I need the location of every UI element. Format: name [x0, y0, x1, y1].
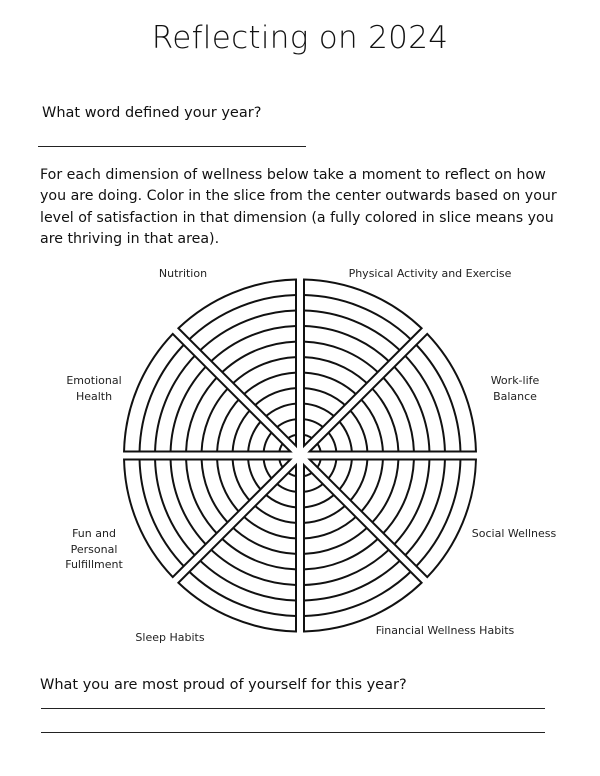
ring-arc [202, 357, 399, 554]
ring-arc [264, 419, 337, 492]
dimension-label-line: Health [75, 389, 113, 403]
ring-arc [264, 419, 337, 492]
ring-arc [248, 404, 352, 508]
ring-arc [248, 404, 352, 508]
dimension-label-nutrition [63, 266, 303, 282]
dimension-label-social-wellness [394, 526, 600, 542]
dimension-label-work-life-balance [395, 373, 600, 404]
ring-arc [279, 435, 321, 477]
ring-arc [217, 373, 383, 539]
ring-arc [233, 388, 368, 523]
ring-arc [217, 373, 383, 539]
ring-arc [233, 388, 368, 523]
dimension-label-sleep-habits [50, 630, 290, 646]
ring-arc [233, 388, 368, 523]
ring-arc [217, 373, 383, 539]
dimension-label-line: Fulfillment [65, 558, 123, 571]
ring-arc [217, 373, 383, 539]
proud-answer-line-1[interactable] [41, 708, 545, 709]
dimension-label-line: Emotional [66, 374, 122, 387]
ring-arc [186, 342, 414, 570]
ring-arc [279, 435, 321, 477]
ring-arc [186, 342, 414, 570]
ring-arc [186, 342, 414, 570]
dimension-label-fun-and-personal-fulfillment [0, 526, 214, 573]
ring-arc [202, 357, 399, 554]
ring-arc [248, 404, 352, 508]
ring-arc [233, 388, 368, 523]
ring-arc [279, 435, 321, 477]
proud-answer-line-2[interactable] [41, 732, 545, 733]
dimension-label-line: Sleep Habits [135, 631, 205, 644]
dimension-label-line: Personal [70, 542, 118, 556]
ring-arc [217, 373, 383, 539]
dimension-label-financial-wellness-habits [325, 623, 565, 639]
ring-arc [233, 388, 368, 523]
ring-arc [248, 404, 352, 508]
ring-arc [264, 419, 337, 492]
ring-arc [264, 419, 337, 492]
dimension-label-line: Work-life [490, 374, 540, 387]
ring-arc [248, 404, 352, 508]
dimension-label-emotional-health [0, 373, 214, 404]
ring-arc [248, 404, 352, 508]
dimension-label-line: Physical Activity and Exercise [348, 267, 512, 280]
ring-arc [279, 435, 321, 477]
ring-arc [186, 342, 414, 570]
ring-arc [186, 342, 414, 570]
ring-arc [233, 388, 368, 523]
ring-arc [264, 419, 337, 492]
ring-arc [186, 342, 414, 570]
ring-arc [279, 435, 321, 477]
ring-arc [186, 342, 414, 570]
ring-arc [233, 388, 368, 523]
ring-arc [202, 357, 399, 554]
ring-arc [279, 435, 321, 477]
ring-arc [264, 419, 337, 492]
dimension-label-line: Financial Wellness Habits [375, 624, 515, 637]
dimension-label-physical-activity-and-exercise [310, 266, 550, 282]
ring-arc [186, 342, 414, 570]
ring-arc [279, 435, 321, 477]
instructions-paragraph: For each dimension of wellness below take a moment to reflect on how you are doing. Color in the slice from the center outwards based on your level of satisfaction in that dimension (a fully colored in slice means you are thriving in that area). [40, 167, 557, 247]
question-proud-of: What you are most proud of yourself for this year? [40, 677, 407, 693]
ring-arc [217, 373, 383, 539]
ring-arc [217, 373, 383, 539]
page-title: Reflecting on 2024 [151, 20, 449, 56]
ring-arc [248, 404, 352, 508]
dimension-label-line: Social Wellness [471, 527, 557, 540]
ring-arc [217, 373, 383, 539]
ring-arc [264, 419, 337, 492]
ring-arc [202, 357, 399, 554]
dimension-label-line: Balance [493, 389, 537, 403]
ring-arc [202, 357, 399, 554]
dimension-label-line: Nutrition [158, 267, 208, 280]
question-word-of-year: What word defined your year? [42, 105, 262, 121]
ring-arc [202, 357, 399, 554]
ring-arc [233, 388, 368, 523]
ring-arc [202, 357, 399, 554]
ring-arc [248, 404, 352, 508]
ring-arc [279, 435, 321, 477]
dimension-label-line: Fun and [72, 527, 116, 540]
ring-arc [264, 419, 337, 492]
ring-arc [202, 357, 399, 554]
